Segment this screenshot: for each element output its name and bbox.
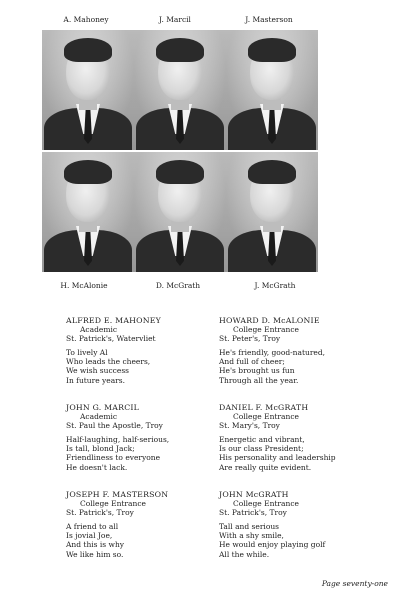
verse-line: He's brought us fun <box>219 366 295 376</box>
entry-name: ALFRED E. MAHONEY <box>66 316 162 325</box>
entry-course: College Entrance <box>233 325 299 334</box>
entry-verse <box>219 435 379 472</box>
entry-joseph-masterson <box>66 490 226 559</box>
entry-verse <box>66 522 226 559</box>
entry-name: JOHN McGRATH <box>219 490 289 499</box>
verse-line: And full of cheer; <box>219 357 285 367</box>
portrait-photo-j-marcil <box>134 30 226 150</box>
verse-line: Tall and serious <box>219 522 280 531</box>
entry-course: Academic <box>80 412 118 421</box>
portrait-photo-j-mcgrath <box>226 152 318 272</box>
verse-line: To lively Al <box>66 348 108 357</box>
portrait-photo-h-mcalonie <box>42 152 134 272</box>
entry-name: JOSEPH F. MASTERSON <box>66 490 169 499</box>
entry-verse <box>66 348 226 385</box>
page-number: Page seventy-one <box>321 579 388 588</box>
photo-caption-j-mcgrath: J. McGrath <box>254 281 296 290</box>
entry-alfred-mahoney <box>66 316 226 385</box>
entry-school: St. Patrick's, Watervliet <box>66 334 156 343</box>
entry-school: St. Patrick's, Troy <box>66 508 134 517</box>
verse-line: Are really quite evident. <box>219 462 312 472</box>
verse-line: Who leads the cheers, <box>66 357 151 367</box>
verse-line: A friend to all <box>66 522 119 531</box>
verse-line: In future years. <box>66 375 126 385</box>
entry-name: DANIEL F. McGRATH <box>219 403 309 412</box>
verse-line: He doesn't lack. <box>66 462 128 472</box>
photo-caption-a-mahoney: A. Mahoney <box>63 15 109 24</box>
entry-name: JOHN G. MARCIL <box>66 403 140 412</box>
entry-school: St. Patrick's, Troy <box>219 508 287 517</box>
verse-line: Friendliness to everyone <box>66 453 161 463</box>
verse-line: Is our class President; <box>219 444 304 454</box>
entry-howard-mcalonie <box>219 316 379 385</box>
verse-line: His personality and leadership <box>219 453 336 463</box>
verse-line: Is tall, blond Jack; <box>66 444 135 454</box>
entry-course: Academic <box>80 325 118 334</box>
photo-caption-d-mcgrath: D. McGrath <box>155 281 201 290</box>
entry-school: St. Peter's, Troy <box>219 334 281 343</box>
photo-caption-h-mcalonie: H. McAlonie <box>60 281 108 290</box>
verse-line: With a shy smile, <box>219 531 284 541</box>
verse-line: Is jovial Joe, <box>66 531 113 541</box>
entry-daniel-mcgrath <box>219 403 379 472</box>
entry-verse <box>219 522 379 559</box>
photo-caption-j-masterson: J. Masterson <box>245 15 293 24</box>
portrait-photo-j-masterson <box>226 30 318 150</box>
portrait-photo-a-mahoney <box>42 30 134 150</box>
verse-line: All the while. <box>219 549 270 559</box>
entry-course: College Entrance <box>80 499 146 508</box>
entry-school: St. Mary's, Troy <box>219 421 280 430</box>
verse-line: He's friendly, good-natured, <box>219 348 326 357</box>
entry-john-mcgrath <box>219 490 379 559</box>
entry-school: St. Paul the Apostle, Troy <box>66 421 163 430</box>
portrait-photo-d-mcgrath <box>134 152 226 272</box>
entry-name: HOWARD D. McALONIE <box>219 316 320 325</box>
entry-verse <box>66 435 226 472</box>
verse-line: And this is why <box>66 540 125 550</box>
verse-line: Half-laughing, half-serious, <box>66 435 170 444</box>
verse-line: He would enjoy playing golf <box>219 540 326 550</box>
verse-line: We like him so. <box>66 549 124 559</box>
entry-course: College Entrance <box>233 499 299 508</box>
photo-caption-j-marcil: J. Marcil <box>159 15 191 24</box>
entry-john-marcil <box>66 403 226 472</box>
verse-line: We wish success <box>66 366 130 376</box>
verse-line: Through all the year. <box>219 375 299 385</box>
entry-course: College Entrance <box>233 412 299 421</box>
verse-line: Energetic and vibrant, <box>219 435 305 444</box>
entry-verse <box>219 348 379 385</box>
